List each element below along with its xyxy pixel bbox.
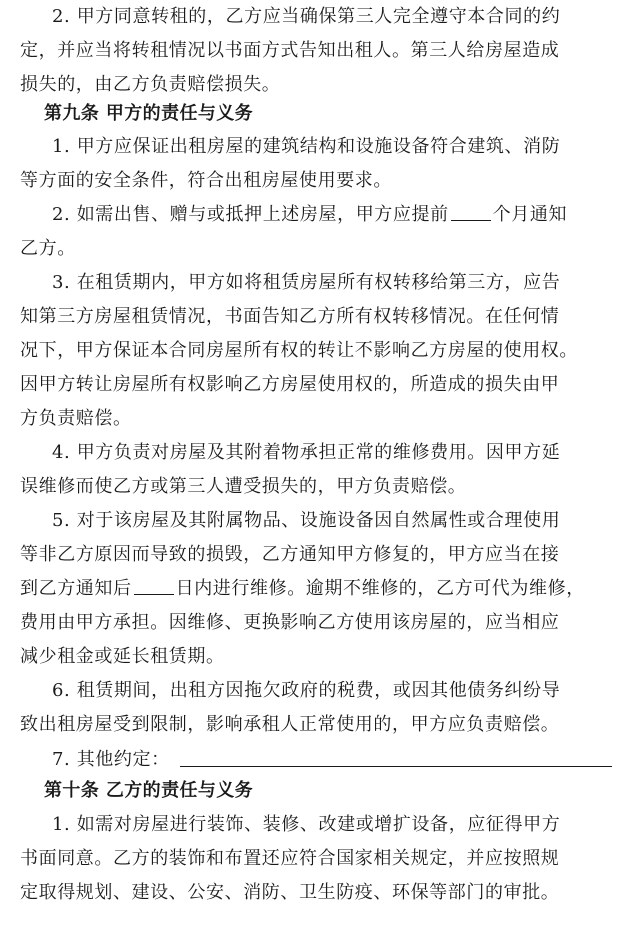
paragraph-line: 定，并应当将转租情况以书面方式告知出租人。第三人给房屋造成 xyxy=(20,40,560,61)
paragraph-line: 书面同意。乙方的装饰和布置还应符合国家相关规定，并应按照规 xyxy=(20,848,560,869)
paragraph-line: 误维修而使乙方或第三人遭受损失的，甲方负责赔偿。 xyxy=(20,476,467,497)
text-segment: 2. 如需出售、赠与或抵押上述房屋，甲方应提前 xyxy=(52,204,449,225)
paragraph-line: 减少租金或延长租赁期。 xyxy=(20,646,225,667)
fill-in-blank-months[interactable] xyxy=(451,204,491,221)
fill-in-blank-other-terms[interactable] xyxy=(180,748,612,767)
paragraph-line: 5. 对于该房屋及其附属物品、设施设备因自然属性或合理使用 xyxy=(52,510,561,531)
text-segment: 个月通知 xyxy=(492,204,568,225)
paragraph-line: 等非乙方原因而导致的损毁，乙方通知甲方修复的，甲方应当在接 xyxy=(20,544,560,565)
paragraph-line: 知第三方房屋租赁情况，书面告知乙方所有权转移情况。在任何情 xyxy=(20,306,560,327)
section-heading-clause9: 第九条 甲方的责任与义务 xyxy=(44,103,254,124)
section-heading-clause10: 第十条 乙方的责任与义务 xyxy=(44,780,254,801)
text-segment: 到乙方通知后 xyxy=(20,578,132,599)
paragraph-line: 因甲方转让房屋所有权影响乙方房屋使用权的，所造成的损失由甲 xyxy=(20,374,560,395)
text-segment: 日内进行维修。逾期不维修的，乙方可代为维修， xyxy=(175,578,585,599)
paragraph-line xyxy=(20,578,620,600)
paragraph-line xyxy=(52,748,620,771)
paragraph-line: 1. 如需对房屋进行装饰、装修、改建或增扩设备，应征得甲方 xyxy=(52,814,561,835)
paragraph-line: 致出租房屋受到限制，影响承租人正常使用的，甲方应负责赔偿。 xyxy=(20,714,560,735)
paragraph-line: 损失的，由乙方负责赔偿损失。 xyxy=(20,74,281,95)
paragraph-line xyxy=(52,204,620,226)
paragraph-line: 方负责赔偿。 xyxy=(20,408,132,429)
paragraph-line: 费用由甲方承担。因维修、更换影响乙方使用该房屋的，应当相应 xyxy=(20,612,560,633)
paragraph-line: 况下，甲方保证本合同房屋所有权的转让不影响乙方房屋的使用权。 xyxy=(20,340,578,361)
paragraph-line: 1. 甲方应保证出租房屋的建筑结构和设施设备符合建筑、消防 xyxy=(52,136,561,157)
paragraph-line: 等方面的安全条件，符合出租房屋使用要求。 xyxy=(20,170,392,191)
paragraph-line: 4. 甲方负责对房屋及其附着物承担正常的维修费用。因甲方延 xyxy=(52,442,561,463)
text-segment: 7. 其他约定： xyxy=(52,749,170,770)
paragraph-line: 6. 租赁期间，出租方因拖欠政府的税费，或因其他债务纠纷导 xyxy=(52,680,561,701)
paragraph-line: 定取得规划、建设、公安、消防、卫生防疫、环保等部门的审批。 xyxy=(20,882,560,903)
paragraph-line: 2. 甲方同意转租的，乙方应当确保第三人完全遵守本合同的约 xyxy=(52,6,561,27)
fill-in-blank-days[interactable] xyxy=(134,578,174,595)
paragraph-line: 乙方。 xyxy=(20,238,76,259)
paragraph-line: 3. 在租赁期内，甲方如将租赁房屋所有权转移给第三方，应告 xyxy=(52,272,561,293)
